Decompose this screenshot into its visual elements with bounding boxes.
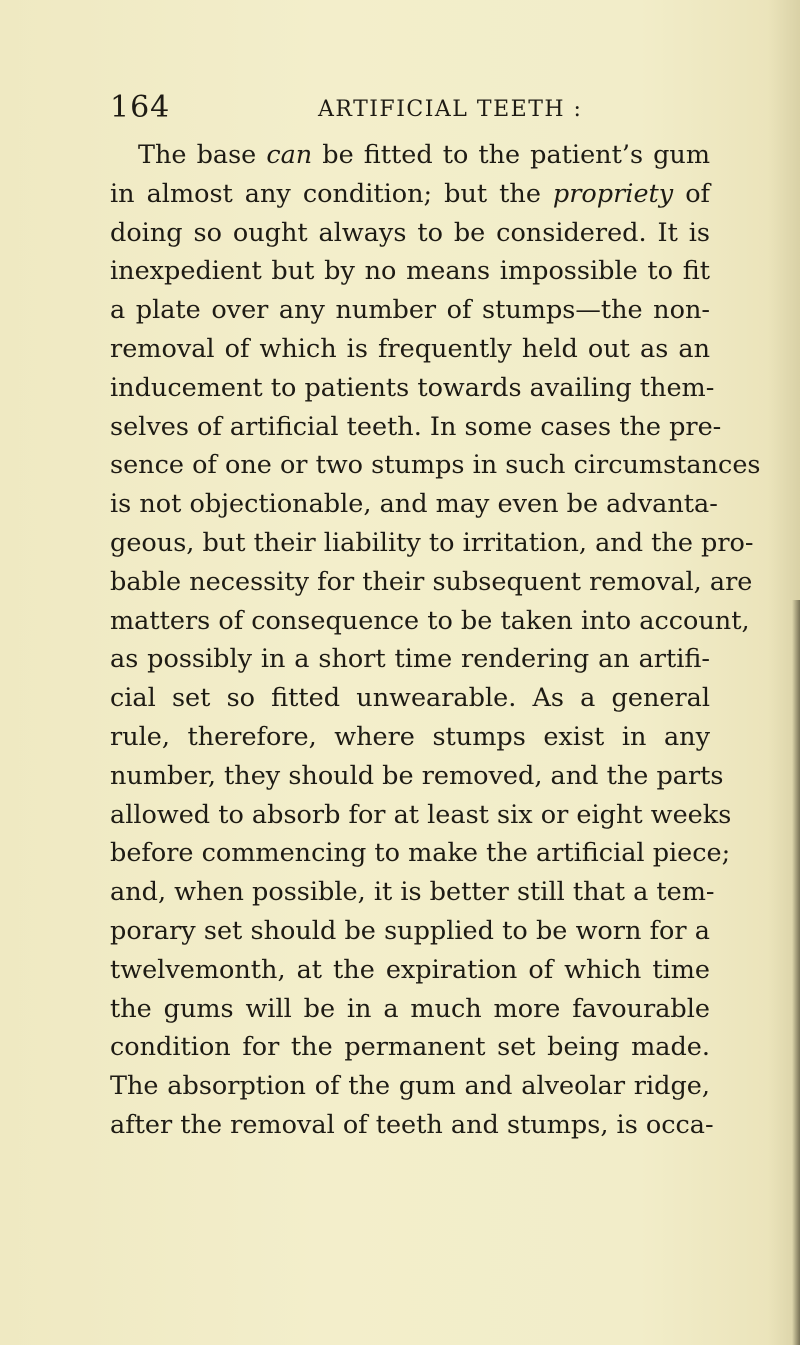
text-line: The absorption of the gum and alveolar ridge, <box>110 1071 710 1102</box>
text-line: inexpedient but by no means impossible to fit <box>110 256 710 287</box>
text-line: geous, but their liability to irritation, and the pro- <box>110 527 754 558</box>
text-line: and, when possible, it is better still that a tem- <box>110 877 715 908</box>
text-line: matters of consequence to be taken into account, <box>110 605 750 636</box>
text-line: cial set so fitted unwearable. As a general <box>110 683 710 714</box>
text-line: twelvemonth, at the expiration of which time <box>110 954 710 985</box>
text-line: allowed to absorb for at least six or eight weeks <box>110 799 732 830</box>
text-line: porary set should be supplied to be worn for a <box>110 915 710 946</box>
text-line: as possibly in a short time rendering an artifi- <box>110 644 710 675</box>
text-line: before commencing to make the artificial piece; <box>110 838 731 869</box>
text-line: condition for the permanent set being made. <box>110 1032 710 1063</box>
text-line: sence of one or two stumps in such circumstances <box>110 450 761 481</box>
running-head <box>110 88 710 128</box>
page-edge-shadow <box>792 600 800 1345</box>
text-line: a plate over any number of stumps—the non- <box>110 295 710 326</box>
text-line: the gums will be in a much more favourable <box>110 993 710 1024</box>
text-line: number, they should be removed, and the parts <box>110 760 724 791</box>
text-line: rule, therefore, where stumps exist in any <box>110 721 710 752</box>
text-line: inducement to patients towards availing them- <box>110 372 715 403</box>
text-line: doing so ought always to be considered. It is <box>110 217 710 248</box>
text-line: is not objectionable, and may even be advanta- <box>110 489 718 520</box>
text-line: The base can be fitted to the patient’s gum <box>138 140 710 170</box>
text-line: bable necessity for their subsequent removal, are <box>110 566 753 597</box>
text-line: after the removal of teeth and stumps, is occa- <box>110 1109 714 1140</box>
text-line: selves of artificial teeth. In some cases the pre- <box>110 411 722 442</box>
body-text <box>110 136 761 1145</box>
page-number: 164 <box>110 90 171 125</box>
text-line: removal of which is frequently held out as an <box>110 333 710 364</box>
text-line: in almost any condition; but the propriety of <box>110 178 710 209</box>
running-title: ARTIFICIAL TEETH : <box>318 97 583 122</box>
italic-word: can <box>266 140 313 170</box>
italic-word: propriety <box>552 178 674 209</box>
